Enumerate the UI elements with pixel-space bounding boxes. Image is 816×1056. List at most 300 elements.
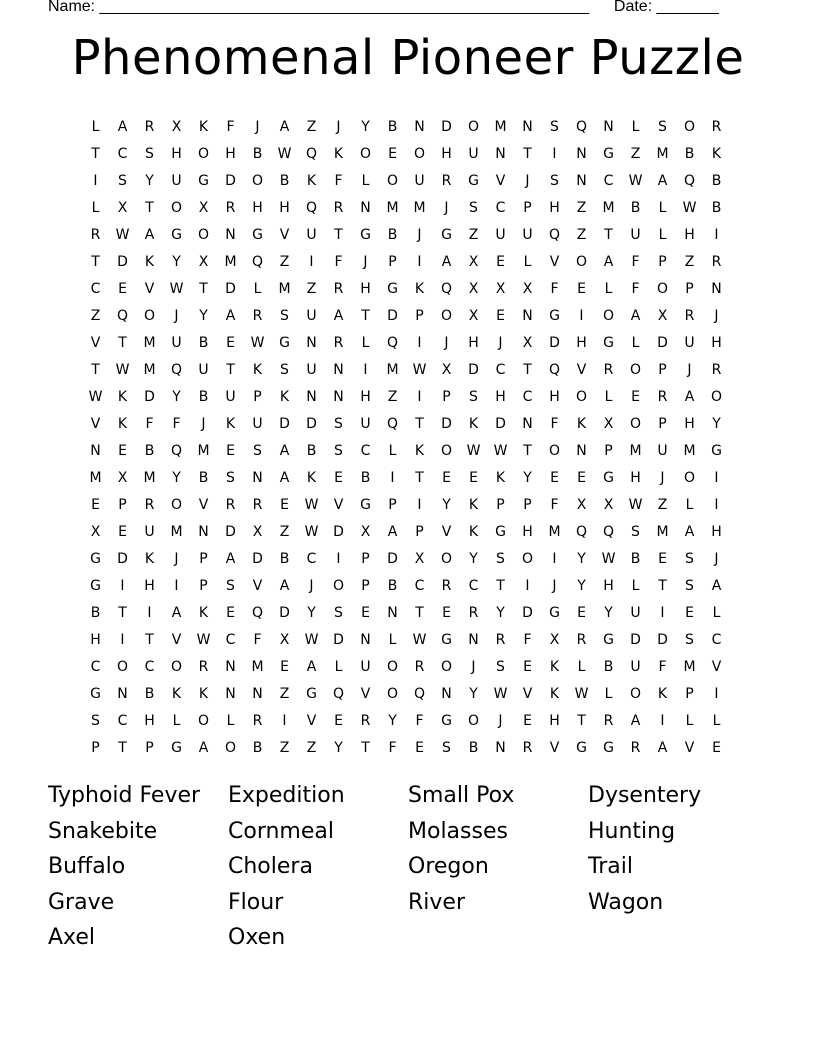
grid-letter: X (90, 523, 101, 540)
grid-letter: M (170, 523, 183, 540)
grid-letter: A (711, 577, 722, 594)
grid-letter: Z (657, 496, 668, 513)
grid-letter: B (198, 388, 209, 405)
grid-letter: S (550, 172, 559, 189)
grid-letter: F (550, 496, 559, 513)
grid-letter: H (360, 388, 371, 405)
grid-letter: N (603, 118, 614, 135)
grid-letter: U (684, 334, 695, 351)
grid-letter: Z (279, 523, 290, 540)
grid-letter: R (576, 631, 587, 648)
grid-letter: E (496, 307, 505, 324)
grid-letter: N (522, 118, 533, 135)
grid-letter: R (711, 118, 722, 135)
grid-letter: W (304, 523, 319, 540)
grid-letter: U (360, 658, 371, 675)
grid-letter: M (683, 658, 696, 675)
grid-letter: L (631, 334, 640, 351)
grid-letter: Q (386, 334, 399, 351)
grid-letter: E (334, 712, 343, 729)
grid-letter: I (174, 577, 179, 594)
grid-letter: W (196, 631, 211, 648)
grid-letter: W (628, 172, 643, 189)
grid-letter: R (90, 226, 101, 243)
grid-letter: R (225, 496, 236, 513)
grid-letter: G (360, 496, 371, 513)
grid-letter: A (684, 388, 695, 405)
grid-letter: L (712, 604, 721, 621)
grid-letter: R (630, 739, 641, 756)
grid-letter: M (251, 658, 264, 675)
grid-letter: E (91, 496, 100, 513)
grid-letter: N (333, 388, 344, 405)
grid-letter: O (116, 658, 129, 675)
grid-letter: O (467, 712, 480, 729)
grid-letter: N (414, 118, 425, 135)
grid-letter: O (413, 145, 426, 162)
grid-letter: X (468, 253, 479, 270)
grid-letter: T (91, 361, 100, 378)
grid-letter: N (711, 280, 722, 297)
grid-letter: G (252, 226, 263, 243)
grid-letter: R (252, 307, 263, 324)
grid-letter: I (525, 577, 530, 594)
word-list-item: Typhoid Fever (48, 783, 201, 808)
grid-letter: Q (305, 145, 318, 162)
grid-letter: V (306, 712, 317, 729)
grid-letter: K (468, 415, 479, 432)
grid-letter: Q (305, 199, 318, 216)
grid-letter: R (603, 361, 614, 378)
word-list-item: Trail (588, 854, 633, 879)
grid-letter: U (630, 226, 641, 243)
grid-letter: C (468, 577, 479, 594)
grid-letter: T (523, 361, 532, 378)
grid-letter: A (333, 307, 344, 324)
grid-letter: T (496, 577, 505, 594)
grid-letter: V (90, 415, 101, 432)
grid-letter: Y (334, 739, 343, 756)
grid-letter: Q (575, 523, 588, 540)
grid-letter: E (442, 469, 451, 486)
grid-letter: N (333, 361, 344, 378)
grid-letter: I (417, 253, 422, 270)
grid-letter: V (549, 739, 560, 756)
grid-letter: R (198, 658, 209, 675)
grid-letter: B (630, 199, 641, 216)
grid-letter: Z (468, 226, 479, 243)
grid-letter: P (145, 739, 154, 756)
word-list-item: Cornmeal (228, 818, 334, 844)
grid-letter: J (174, 307, 179, 324)
grid-letter: S (550, 118, 559, 135)
grid-letter: M (548, 523, 561, 540)
grid-letter: O (440, 658, 453, 675)
grid-letter: C (90, 658, 101, 675)
grid-letter: I (660, 604, 665, 621)
grid-letter: X (117, 199, 128, 216)
grid-letter: U (306, 361, 317, 378)
grid-letter: P (685, 280, 694, 297)
grid-letter: N (468, 631, 479, 648)
grid-letter: Y (172, 253, 181, 270)
grid-letter: S (226, 469, 235, 486)
grid-letter: I (336, 550, 341, 567)
grid-letter: R (603, 712, 614, 729)
grid-letter: P (388, 253, 397, 270)
grid-letter: N (576, 172, 587, 189)
grid-letter: P (199, 550, 208, 567)
grid-letter: N (576, 442, 587, 459)
grid-letter: S (496, 658, 505, 675)
grid-letter: X (495, 280, 506, 297)
grid-letter: I (363, 361, 368, 378)
grid-letter: A (441, 253, 452, 270)
grid-letter: X (252, 523, 263, 540)
grid-letter: X (522, 280, 533, 297)
grid-letter: O (467, 118, 480, 135)
grid-letter: G (603, 469, 614, 486)
grid-letter: O (251, 172, 264, 189)
grid-letter: V (171, 631, 182, 648)
grid-letter: R (414, 658, 425, 675)
grid-letter: U (414, 172, 425, 189)
grid-letter: G (603, 334, 614, 351)
grid-letter: N (117, 685, 128, 702)
grid-letter: H (630, 469, 641, 486)
grid-letter: H (576, 334, 587, 351)
grid-letter: B (468, 739, 479, 756)
grid-letter: H (549, 388, 560, 405)
grid-letter: D (495, 415, 506, 432)
grid-letter: T (577, 712, 586, 729)
grid-letter: L (631, 577, 640, 594)
grid-letter: H (171, 145, 182, 162)
grid-letter: G (90, 550, 101, 567)
grid-letter: O (656, 280, 669, 297)
grid-letter: X (468, 280, 479, 297)
grid-letter: F (334, 253, 343, 270)
grid-letter: K (549, 658, 560, 675)
grid-letter: I (417, 388, 422, 405)
grid-letter: Y (604, 604, 613, 621)
grid-letter: F (658, 658, 667, 675)
grid-letter: L (631, 118, 640, 135)
grid-letter: Q (413, 685, 426, 702)
grid-letter: B (279, 550, 290, 567)
grid-letter: T (523, 145, 532, 162)
grid-letter: N (495, 739, 506, 756)
grid-letter: R (468, 604, 479, 621)
grid-letter: E (361, 604, 370, 621)
grid-letter: T (415, 469, 424, 486)
grid-letter: J (363, 253, 368, 270)
grid-letter: V (711, 658, 722, 675)
grid-letter: P (496, 496, 505, 513)
grid-letter: O (386, 685, 399, 702)
grid-letter: D (387, 307, 398, 324)
grid-letter: Y (199, 307, 208, 324)
grid-letter: P (658, 361, 667, 378)
grid-letter: T (361, 307, 370, 324)
grid-letter: J (444, 199, 449, 216)
word-list-item: Grave (48, 889, 115, 915)
grid-letter: K (576, 415, 587, 432)
grid-letter: U (198, 361, 209, 378)
grid-letter: V (333, 496, 344, 513)
grid-letter: L (604, 388, 613, 405)
grid-letter: L (388, 442, 397, 459)
grid-letter: N (225, 658, 236, 675)
grid-letter: M (629, 442, 642, 459)
grid-letter: E (712, 739, 721, 756)
grid-letter: T (145, 199, 154, 216)
grid-letter: R (360, 712, 371, 729)
grid-letter: X (279, 631, 290, 648)
grid-letter: D (117, 550, 128, 567)
grid-letter: X (117, 469, 128, 486)
grid-letter: Q (170, 442, 183, 459)
grid-letter: A (279, 442, 290, 459)
grid-letter: N (198, 523, 209, 540)
grid-letter: H (522, 523, 533, 540)
grid-letter: F (334, 172, 343, 189)
grid-letter: S (685, 631, 694, 648)
grid-letter: E (577, 280, 586, 297)
grid-letter: R (333, 280, 344, 297)
grid-letter: E (685, 604, 694, 621)
grid-letter: I (579, 307, 584, 324)
grid-letter: R (495, 631, 506, 648)
grid-letter: X (414, 550, 425, 567)
grid-letter: H (603, 577, 614, 594)
grid-letter: X (468, 307, 479, 324)
grid-letter: Q (440, 280, 453, 297)
grid-letter: M (224, 253, 237, 270)
grid-letter: N (495, 145, 506, 162)
grid-letter: L (388, 631, 397, 648)
grid-letter: L (577, 658, 586, 675)
grid-letter: T (415, 604, 424, 621)
grid-letter: Z (279, 739, 290, 756)
grid-letter: K (117, 415, 128, 432)
grid-letter: I (417, 334, 422, 351)
grid-letter: U (306, 226, 317, 243)
grid-letter: X (198, 199, 209, 216)
grid-letter: G (441, 712, 452, 729)
grid-letter: E (280, 496, 289, 513)
grid-letter: B (684, 145, 695, 162)
grid-letter: B (198, 469, 209, 486)
grid-letter: D (306, 415, 317, 432)
grid-letter: D (468, 361, 479, 378)
header-line (48, 0, 748, 16)
grid-letter: J (336, 118, 341, 135)
grid-letter: N (225, 226, 236, 243)
grid-letter: Q (548, 361, 561, 378)
grid-letter: B (711, 199, 722, 216)
grid-letter: W (493, 442, 508, 459)
grid-letter: G (549, 307, 560, 324)
grid-letter: J (714, 550, 719, 567)
grid-letter: Z (387, 388, 398, 405)
grid-letter: P (685, 685, 694, 702)
grid-letter: Q (116, 307, 129, 324)
grid-letter: R (441, 172, 452, 189)
grid-letter: G (468, 172, 479, 189)
grid-letter: N (252, 685, 263, 702)
grid-letter: V (279, 226, 290, 243)
grid-letter: I (714, 496, 719, 513)
grid-letter: O (440, 307, 453, 324)
grid-letter: P (361, 550, 370, 567)
grid-letter: Y (469, 685, 478, 702)
grid-letter: Z (306, 280, 317, 297)
grid-letter: C (117, 145, 128, 162)
grid-letter: K (711, 145, 722, 162)
grid-letter: I (282, 712, 287, 729)
grid-letter: N (225, 685, 236, 702)
grid-letter: F (523, 631, 532, 648)
grid-letter: N (387, 604, 398, 621)
grid-letter: Y (577, 577, 586, 594)
grid-letter: Z (576, 226, 587, 243)
grid-letter: A (630, 307, 641, 324)
grid-letter: H (441, 145, 452, 162)
grid-letter: L (334, 658, 343, 675)
grid-letter: T (91, 145, 100, 162)
grid-letter: S (469, 199, 478, 216)
grid-letter: K (279, 388, 290, 405)
grid-letter: A (198, 739, 209, 756)
grid-letter: I (714, 685, 719, 702)
grid-letter: R (225, 199, 236, 216)
grid-letter: M (494, 118, 507, 135)
puzzle-title: Phenomenal Pioneer Puzzle (71, 30, 745, 86)
grid-letter: V (144, 280, 155, 297)
grid-letter: C (225, 631, 236, 648)
grid-letter: Q (251, 253, 264, 270)
grid-letter: J (498, 334, 503, 351)
grid-letter: S (334, 442, 343, 459)
grid-letter: W (88, 388, 103, 405)
grid-letter: F (415, 712, 424, 729)
grid-letter: K (657, 685, 668, 702)
grid-letter: V (576, 361, 587, 378)
grid-letter: L (604, 280, 613, 297)
grid-letter: B (252, 145, 263, 162)
grid-letter: I (660, 712, 665, 729)
grid-letter: P (118, 496, 127, 513)
grid-letter: P (388, 496, 397, 513)
grid-letter: U (306, 307, 317, 324)
grid-letter: O (224, 739, 237, 756)
grid-letter: R (711, 361, 722, 378)
grid-letter: D (333, 631, 344, 648)
grid-letter: E (658, 550, 667, 567)
grid-letter: N (522, 415, 533, 432)
grid-letter: W (466, 442, 481, 459)
grid-letter: D (225, 523, 236, 540)
grid-letter: B (279, 172, 290, 189)
grid-letter: F (145, 415, 154, 432)
date-line: Date: _______ (613, 0, 719, 15)
grid-letter: H (711, 523, 722, 540)
grid-letter: X (657, 307, 668, 324)
grid-letter: L (91, 118, 100, 135)
grid-letter: D (522, 604, 533, 621)
grid-letter: H (279, 199, 290, 216)
grid-letter: A (306, 658, 317, 675)
grid-letter: K (198, 118, 209, 135)
grid-letter: A (630, 712, 641, 729)
grid-letter: T (226, 361, 235, 378)
grid-letter: Z (684, 253, 695, 270)
grid-letter: S (496, 550, 505, 567)
grid-letter: M (656, 523, 669, 540)
grid-letter: R (711, 253, 722, 270)
grid-letter: S (631, 523, 640, 540)
grid-letter: G (198, 172, 209, 189)
grid-letter: K (495, 469, 506, 486)
grid-letter: O (332, 577, 345, 594)
grid-letter: I (552, 550, 557, 567)
grid-letter: X (360, 523, 371, 540)
grid-letter: H (549, 712, 560, 729)
grid-letter: X (441, 361, 452, 378)
grid-letter: I (714, 469, 719, 486)
grid-letter: F (550, 280, 559, 297)
grid-letter: R (252, 712, 263, 729)
grid-letter: Q (548, 226, 561, 243)
grid-letter: E (442, 604, 451, 621)
grid-letter: O (575, 253, 588, 270)
grid-letter: X (603, 496, 614, 513)
grid-letter: G (711, 442, 722, 459)
grid-letter: E (415, 739, 424, 756)
grid-letter: B (144, 685, 155, 702)
grid-letter: U (630, 658, 641, 675)
grid-letter: O (602, 307, 615, 324)
grid-letter: X (171, 118, 182, 135)
grid-letter: A (279, 577, 290, 594)
grid-letter: L (523, 253, 532, 270)
grid-letter: P (442, 388, 451, 405)
grid-letter: S (280, 361, 289, 378)
grid-letter: O (629, 361, 642, 378)
word-list-item: Axel (48, 925, 96, 950)
grid-letter: U (468, 145, 479, 162)
grid-letter: S (442, 739, 451, 756)
grid-letter: Y (361, 118, 370, 135)
grid-letter: R (333, 334, 344, 351)
grid-letter: A (171, 604, 182, 621)
grid-letter: T (91, 253, 100, 270)
grid-letter: V (495, 172, 506, 189)
grid-letter: T (523, 442, 532, 459)
grid-letter: C (603, 172, 614, 189)
grid-letter: G (360, 226, 371, 243)
grid-letter: W (304, 631, 319, 648)
grid-letter: R (144, 496, 155, 513)
grid-letter: T (361, 739, 370, 756)
grid-letter: P (523, 199, 532, 216)
grid-letter: K (198, 604, 209, 621)
grid-letter: O (683, 469, 696, 486)
grid-letter: S (253, 442, 262, 459)
grid-letter: F (226, 118, 235, 135)
grid-letter: M (413, 199, 426, 216)
